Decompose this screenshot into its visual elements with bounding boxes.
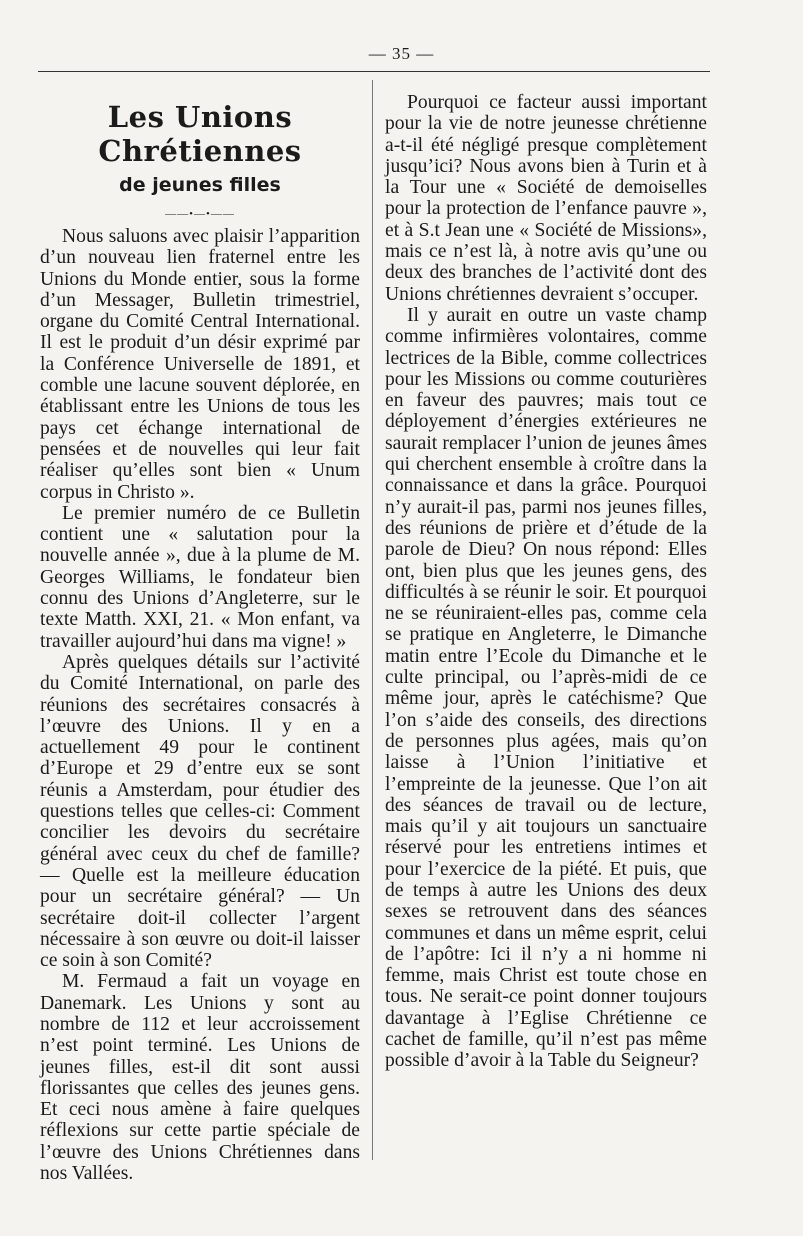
paragraph: Après quelques détails sur l’activité du Comité International, on parle des réunions des secrétaires consacrés à l’œuvre des Unions. Il y en a actuellement 49 pour le continent d’Europe et 29 d’entre eux se sont réunis a Amsterdam, pour étudier des questions telles que celles-ci: Comment concilier les devoirs du secrétaire général avec ceux du chef de famille? — Quelle est la meilleure éducation pour un secrétaire général? — Un secrétaire doit-il collecter l’argent nécessaire à son œuvre ou doit-il laisser ce soin à son Comité? — [40, 651, 360, 972]
paragraph: Pourquoi ce facteur aussi important pour la vie de notre jeunesse chrétienne a-t-il été négligé presque complètement jusqu’ici? Nous avons bien à Turin et à la Tour une « Société de demoiselles pour la protection de l’enfance pauvre », et à S.t Jean une « Société de Missions», mais ce n’est là, à notre avis qu’une ou deux des branches de l’activité dont des Unions chrétiennes devraient s’occuper. — [385, 92, 707, 305]
paragraph: M. Fermaud a fait un voyage en Danemark. Les Unions y sont au nombre de 112 et leur accroissement n’est point terminé. Les Unions de jeunes filles, est-il dit sont aussi florissantes que celles des jeunes gens. Et ceci nous amène à faire quelques réflexions sur cette partie spéciale de l’œuvre des Unions Chrétiennes dans nos Vallées. — [40, 971, 360, 1185]
header-rule — [38, 71, 710, 72]
paragraph: Il y aurait en outre un vaste champ comme infirmières volontaires, comme lectrices de la Bible, comme collectrices pour les Missions ou comme couturières en faveur des pauvres; mais tout ce déployement d’énergies extérieures ne saurait remplacer l’union de jeunes âmes qui cherchent ensemble à croître dans la connaissance et dans la grâce. Pourquoi n’y aurait-il pas, parmi nos jeunes filles, des réunions de prière et d’étude de la parole de Dieu? On nous répond: Elles ont, bien plus que les jeunes gens, des difficultés à se réunir le soir. Et pourquoi ne se réuniraient-elles pas, comme cela se pratique en Angleterre, le Dimanche matin entre l’Ecole du Dimanche et le culte principal, ou l’après-midi de ce même jour, après le catéchisme? Que l’on s’aide des conseils, des directions de personnes plus agées, mais qu’on laisse à l’Union l’initiative et l’empreinte de la jeunesse. Que l’on ait des séances de travail ou de lecture, mais qu’il y ait toujours un sanctuaire réservé pour les entretiens intimes et pour l’exercice de la piété. Et puis, que de temps à autre les Unions des deux sexes se retrouvent dans des séances communes et dans un même esprit, celui de l’apôtre: Ici il n’y a ni homme ni femme, mais Christ est toute chose en tous. Ne serait-ce point donner toujours davantage à l’Eglise Chrétienne ce cachet de famille, qu’il n’est pas même possible d’avoir à la Table du Seigneur? — [385, 304, 707, 1072]
right-column — [385, 92, 707, 1072]
page-number: — 35 — — [368, 44, 435, 63]
article-title: Les Unions Chrétiennes — [98, 100, 302, 168]
title-ornament: ——•—•—— — [165, 208, 235, 220]
column-divider — [372, 80, 373, 1160]
left-column — [40, 92, 360, 1184]
paragraph: Le premier numéro de ce Bulletin contient une « salutation pour la nouvelle année », due à la plume de M. Georges Williams, le fondateur bien connu des Unions d’Angleterre, sur le texte Matth. XXI, 21. « Mon enfant, va travailler aujourd’hui dans ma vigne! » — [40, 502, 360, 652]
article-subtitle: de jeunes filles — [119, 174, 281, 196]
paragraph: Nous saluons avec plaisir l’apparition d’un nouveau lien fraternel entre les Unions du Monde entier, sous la forme d’un Messager, Bulletin trimestriel, organe du Comité Central International. Il est le produit d’un désir exprimé par la Conférence Universelle de 1891, et comble une lacune souvent déplorée, en établissant entre les Unions de tous les pays cet échange international de pensées et de nouvelles qui leur fait réaliser qu’elles sont bien « Unum corpus in Christo ». — [40, 226, 360, 503]
